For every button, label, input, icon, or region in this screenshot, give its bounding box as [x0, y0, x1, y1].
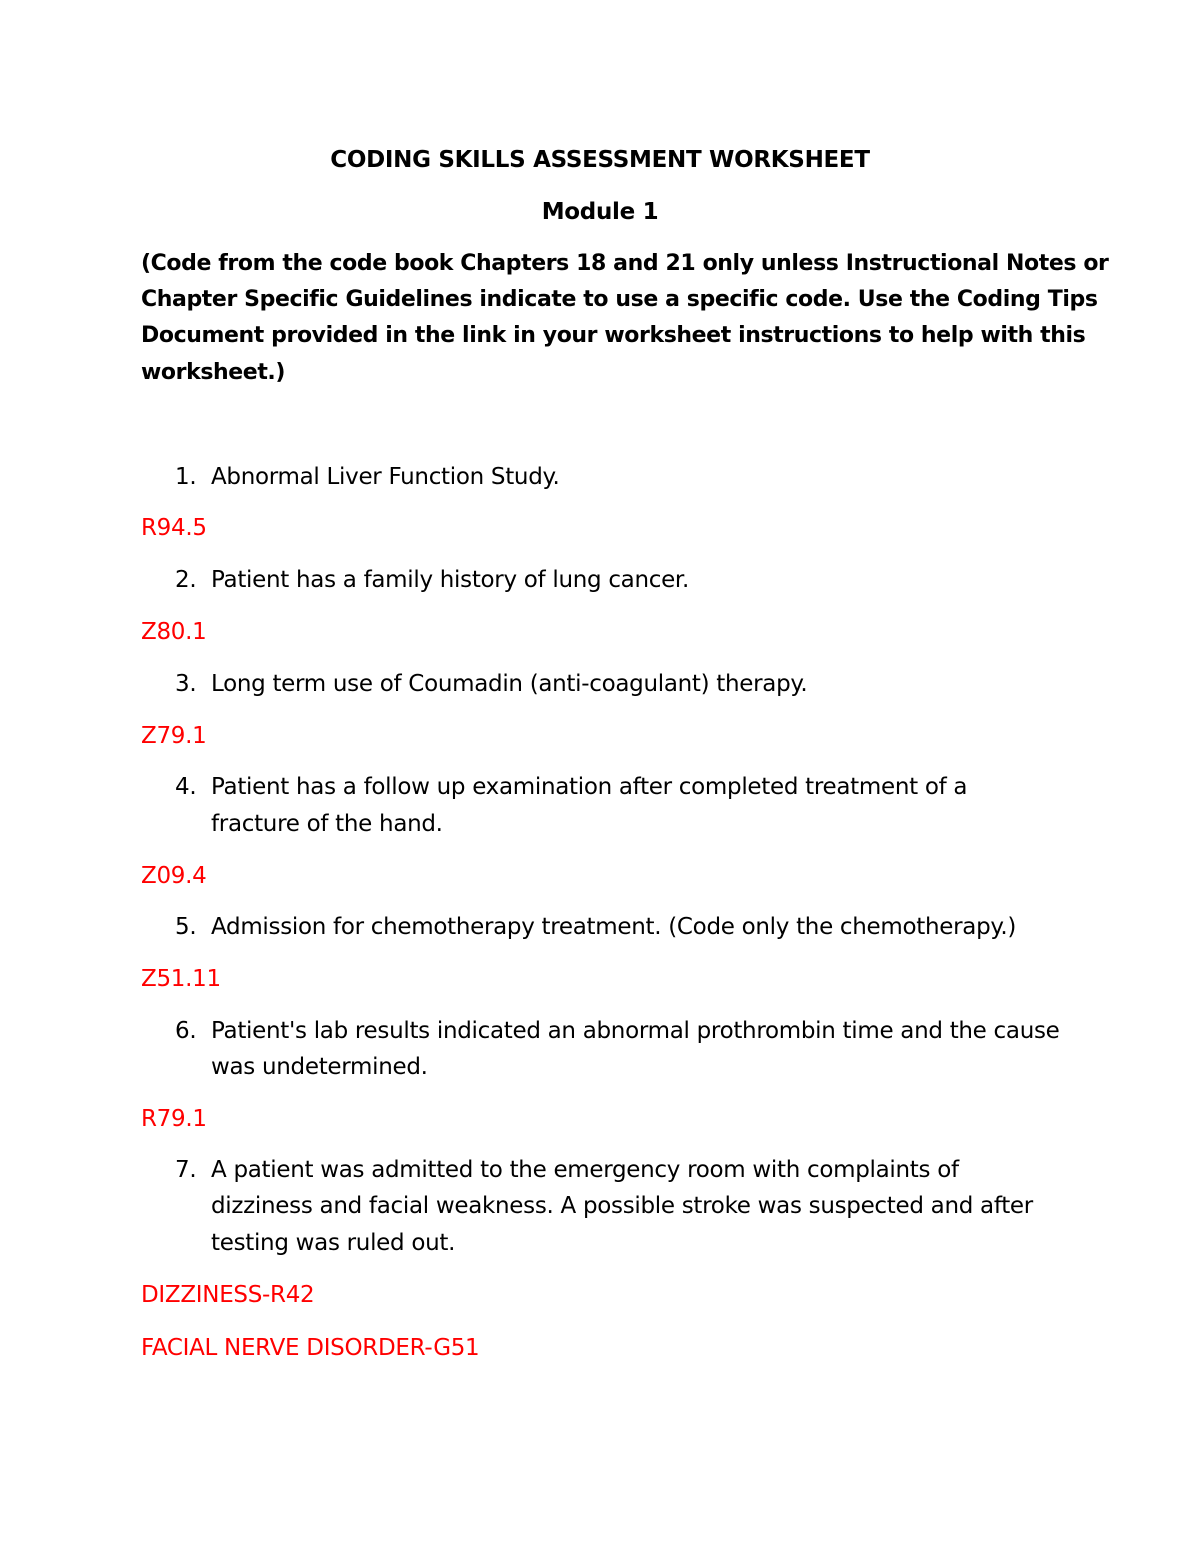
answer-code: FACIAL NERVE DISORDER-G51 — [141, 1335, 480, 1361]
question-number: 2. — [175, 567, 197, 593]
answer-code: Z09.4 — [141, 863, 207, 889]
module-heading: Module 1 — [541, 199, 659, 225]
question-number: 3. — [175, 671, 197, 697]
question-text: Patient has a follow up examination after completed treatment of a — [211, 774, 968, 800]
instructions-line: worksheet.) — [141, 360, 286, 385]
answer-code: Z79.1 — [141, 723, 207, 749]
question-text: Admission for chemotherapy treatment. (Code only the chemotherapy.) — [211, 914, 1017, 940]
question-text: Long term use of Coumadin (anti-coagulant) therapy. — [211, 671, 808, 697]
question-text: A patient was admitted to the emergency room with complaints of — [211, 1157, 959, 1183]
question-text: Patient's lab results indicated an abnormal prothrombin time and the cause — [211, 1018, 1060, 1044]
instructions-line: (Code from the code book Chapters 18 and 21 only unless Instructional Notes or — [141, 251, 1109, 276]
question-number: 7. — [175, 1157, 197, 1183]
instructions-line: Chapter Specific Guidelines indicate to use a specific code. Use the Coding Tips — [141, 287, 1098, 312]
answer-code: DIZZINESS-R42 — [141, 1282, 315, 1308]
question-text: dizziness and facial weakness. A possible stroke was suspected and after — [211, 1193, 1033, 1219]
question-number: 4. — [175, 774, 197, 800]
question-text: testing was ruled out. — [211, 1230, 456, 1256]
page-title: CODING SKILLS ASSESSMENT WORKSHEET — [330, 147, 870, 173]
question-text: fracture of the hand. — [211, 811, 443, 837]
question-text: was undetermined. — [211, 1054, 428, 1080]
answer-code: R79.1 — [141, 1106, 207, 1132]
question-number: 1. — [175, 464, 197, 490]
question-text: Patient has a family history of lung cancer. — [211, 567, 689, 593]
question-number: 6. — [175, 1018, 197, 1044]
answer-code: Z51.11 — [141, 966, 221, 992]
question-number: 5. — [175, 914, 197, 940]
answer-code: R94.5 — [141, 515, 207, 541]
instructions-line: Document provided in the link in your worksheet instructions to help with this — [141, 323, 1086, 348]
answer-code: Z80.1 — [141, 619, 207, 645]
question-text: Abnormal Liver Function Study. — [211, 464, 560, 490]
